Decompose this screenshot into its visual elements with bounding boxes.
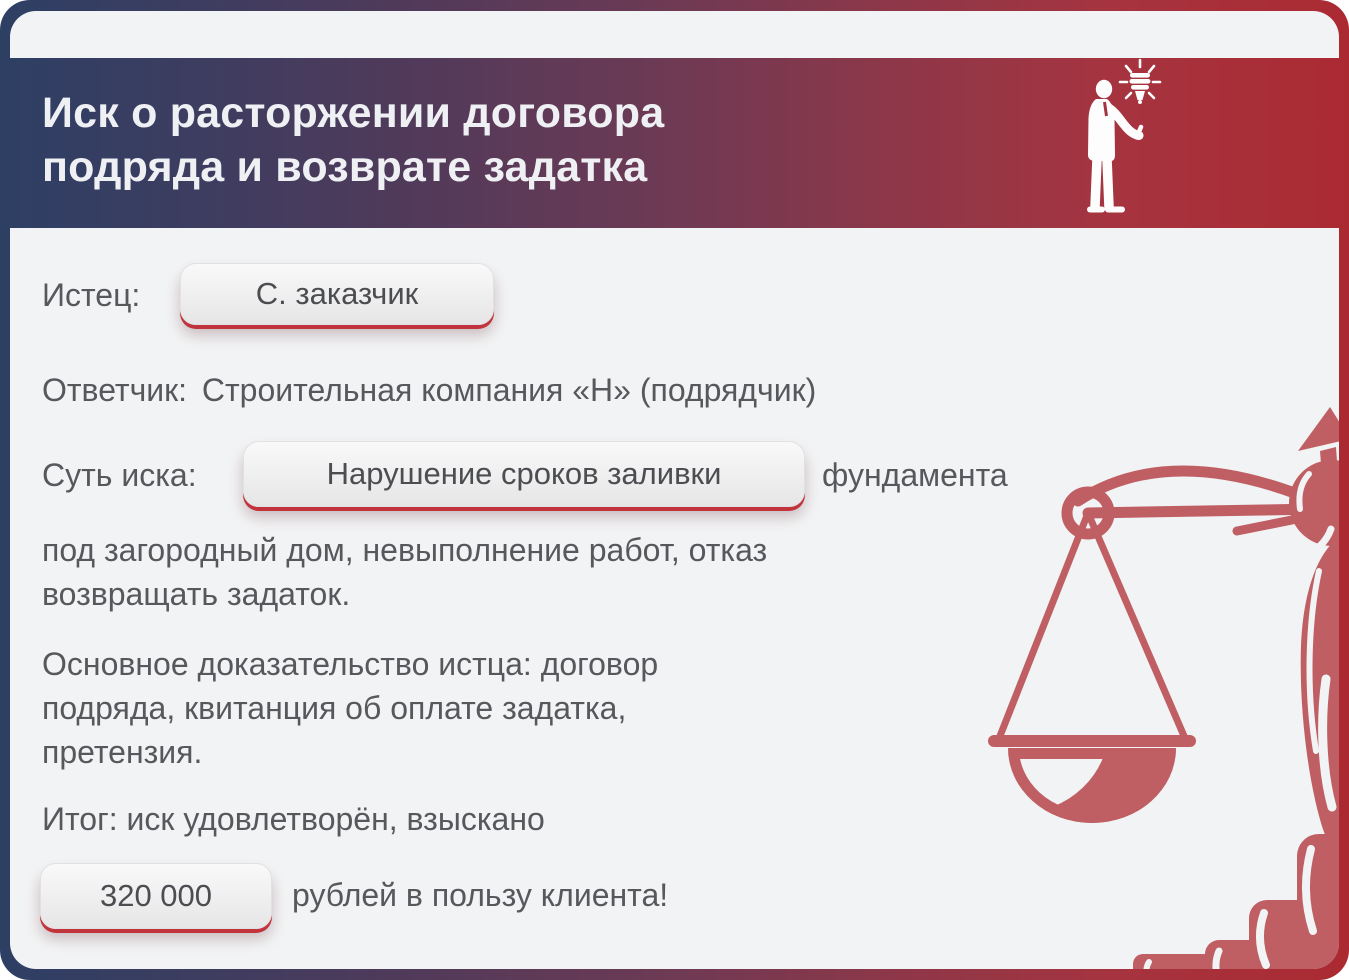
defendant-label: Ответчик: (42, 372, 188, 408)
page-title-line1: Иск о расторжении договора (42, 89, 665, 137)
man-with-lightbulb-icon (1078, 58, 1168, 218)
plaintiff-badge-text: С. заказчик (255, 276, 419, 311)
claim-badge (243, 441, 805, 507)
claim-body-paragraph: под загородный дом, невыполнение работ, отказ возвращать задаток. (42, 532, 768, 612)
plaintiff-label: Истец: (42, 277, 141, 313)
claim-after-text: фундамента (822, 457, 1008, 493)
header-band (0, 58, 1349, 228)
claim-badge-text: Нарушение сроков заливки (326, 456, 722, 491)
scales-of-justice-illustration (969, 379, 1339, 969)
amount-badge (40, 863, 272, 929)
amount-after-text: рублей в пользу клиента! (292, 877, 669, 913)
evidence-paragraph: Основное доказательство истца: договор подряда, квитанция об оплате задатка, претензия. (42, 646, 659, 770)
defendant-value: Строительная компания «Н» (подрядчик) (201, 372, 817, 408)
outcome-line: Итог: иск удовлетворён, взыскано (42, 801, 545, 837)
amount-badge-text: 320 000 (99, 878, 213, 913)
defendant-line (42, 368, 816, 412)
tie-detail (1105, 102, 1107, 116)
plaintiff-badge (180, 263, 494, 325)
page-title-line2: подряда и возврате задатка (42, 143, 648, 191)
claim-label: Суть иска: (42, 457, 197, 493)
